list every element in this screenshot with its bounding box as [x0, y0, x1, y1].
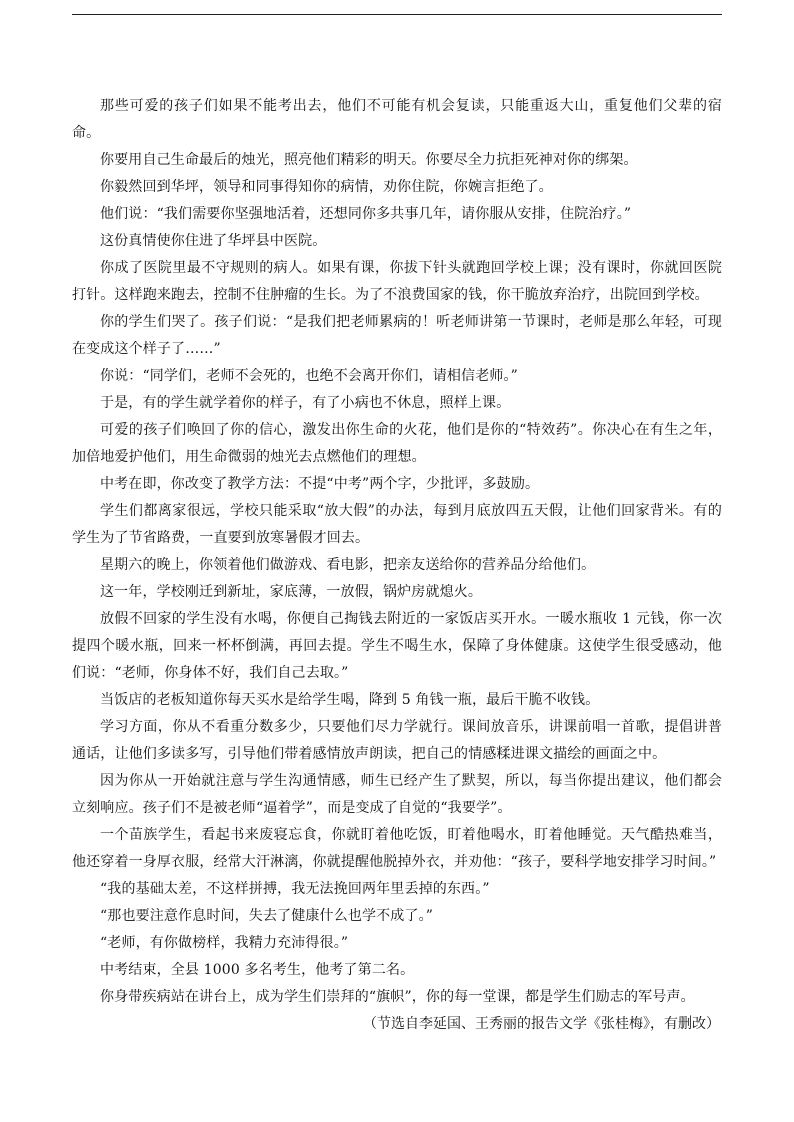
paragraph: 当饭店的老板知道你每天买水是给学生喝，降到 5 角钱一瓶，最后干脆不收钱。	[100, 692, 600, 708]
paragraph: 中考结束，全县 1000 多名考生，他考了第二名。	[100, 962, 415, 978]
paragraph: 可爱的孩子们唤回了你的信心，激发出你生命的火花，他们是你的“特效药”。你决心在有生之年，加倍地爱护他们，用生命微弱的烛光去点燃他们的理想。	[72, 422, 722, 465]
paragraph: 于是，有的学生就学着你的样子，有了小病也不休息，照样上课。	[100, 395, 511, 411]
paragraph: 你成了医院里最不守规则的病人。如果有课，你拔下针头就跑回学校上课；没有课时，你就回医院打针。这样跑来跑去，控制不住肿瘤的生长。为了不浪费国家的钱，你干脆放弃治疗，出院回到学校。	[72, 260, 722, 303]
paragraph: 那些可爱的孩子们如果不能考出去，他们不可能有机会复读，只能重返大山，重复他们父辈的宿命。	[72, 98, 722, 141]
paragraph: 你身带疾病站在讲台上，成为学生们崇拜的“旗帜”，你的每一堂课，都是学生们励志的军号声。	[100, 989, 695, 1005]
article-body	[72, 93, 722, 1038]
paragraph: 你要用自己生命最后的烛光，照亮他们精彩的明天。你要尽全力抗拒死神对你的绑架。	[100, 152, 638, 168]
header-rule	[72, 14, 722, 15]
paragraph: 学生们都离家很远，学校只能采取“放大假”的办法，每到月底放四五天假，让他们回家背米。有的学生为了节省路费，一直要到放寒暑假才回去。	[72, 503, 722, 546]
paragraph: 这份真情使你住进了华坪县中医院。	[100, 233, 327, 249]
paragraph: 学习方面，你从不看重分数多少，只要他们尽力学就行。课间放音乐，讲课前唱一首歌，提倡讲普通话，让他们多读多写，引导他们带着感情放声朗读，把自己的情感糅进课文描绘的画面之中。	[72, 719, 722, 762]
source-citation: （节选自李延国、王秀丽的报告文学《张桂梅》，有删改）	[363, 1016, 720, 1032]
paragraph: 放假不回家的学生没有水喝，你便自己掏钱去附近的一家饭店买开水。一暖水瓶收 1 元钱，你一次提四个暖水瓶，回来一杯杯倒满，再回去提。学生不喝生水，保障了身体健康。这使学生很受感动，他们说：“老师，你身体不好，我们自己去取。”	[72, 611, 722, 681]
paragraph: 中考在即，你改变了教学方法：不提“中考”两个字，少批评，多鼓励。	[100, 476, 540, 492]
paragraph: 你毅然回到华坪，领导和同事得知你的病情，劝你住院，你婉言拒绝了。	[100, 179, 553, 195]
paragraph: 他们说：“我们需要你坚强地活着，还想同你多共事几年，请你服从安排，住院治疗。”	[100, 206, 632, 222]
paragraph: 因为你从一开始就注意与学生沟通情感，师生已经产生了默契，所以，每当你提出建议，他们都会立刻响应。孩子们不是被老师“逼着学”，而是变成了自觉的“我要学”。	[72, 773, 722, 816]
paragraph: 你说：“同学们，老师不会死的，也绝不会离开你们，请相信老师。”	[100, 368, 518, 384]
paragraph: 星期六的晚上，你领着他们做游戏、看电影，把亲友送给你的营养品分给他们。	[100, 557, 596, 573]
dialog-paragraph: “那也要注意作息时间，失去了健康什么也学不成了。”	[100, 908, 434, 924]
paragraph: 你的学生们哭了。孩子们说：“是我们把老师累病的！听老师讲第一节课时，老师是那么年轻，可现在变成这个样子了……”	[72, 314, 722, 357]
paragraph: 这一年，学校刚迁到新址，家底薄，一放假，锅炉房就熄火。	[100, 584, 483, 600]
dialog-paragraph: “老师，有你做榜样，我精力充沛得很。”	[100, 935, 349, 951]
paragraph: 一个苗族学生，看起书来废寝忘食，你就盯着他吃饭，盯着他喝水，盯着他睡觉。天气酷热难当，他还穿着一身厚衣服，经常大汗淋漓，你就提醒他脱掉外衣，并劝他：“孩子，要科学地安排学习时间。”	[72, 827, 722, 870]
dialog-paragraph: “我的基础太差，不这样拼搏，我无法挽回两年里丢掉的东西。”	[100, 881, 490, 897]
